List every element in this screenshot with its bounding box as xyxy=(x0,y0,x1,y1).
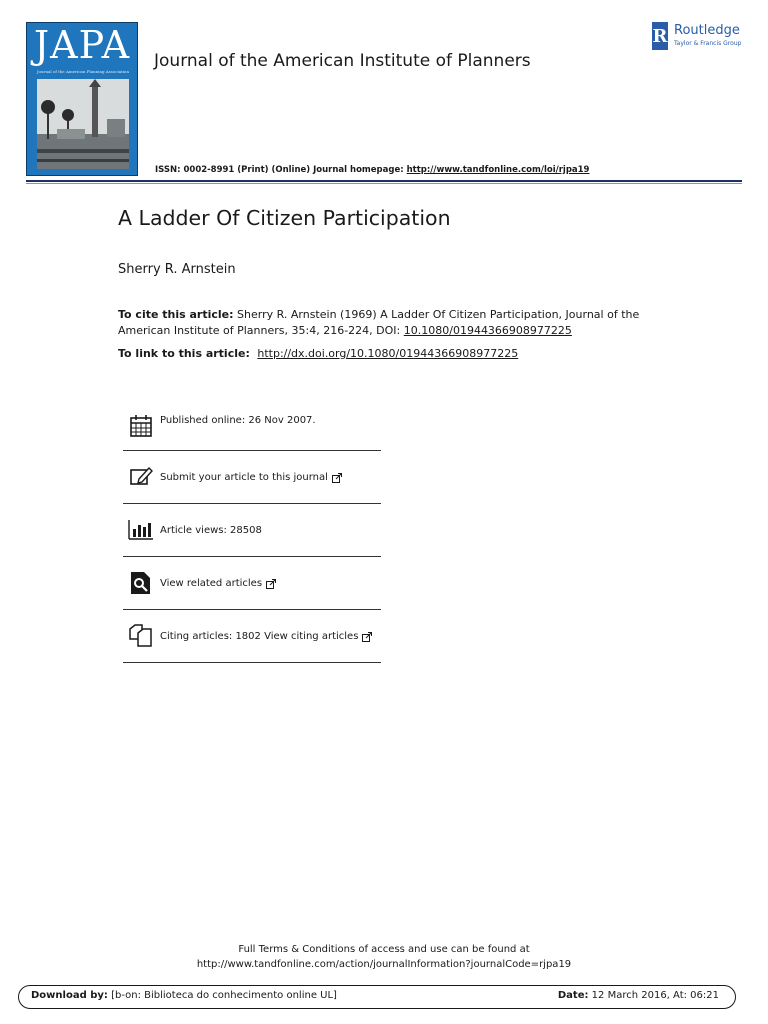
link-label: To link to this article: xyxy=(118,347,250,360)
terms-url[interactable]: http://www.tandfonline.com/action/journalInformation?journalCode=rjpa19 xyxy=(196,959,572,970)
cite-label: To cite this article: xyxy=(118,308,234,321)
citation-block xyxy=(118,307,658,339)
search-document-icon xyxy=(127,569,155,597)
journal-cover xyxy=(26,22,138,176)
bar-chart-icon xyxy=(127,516,155,544)
list-item-submit[interactable] xyxy=(123,451,381,504)
header-rule xyxy=(26,180,742,182)
cite-doi-link[interactable]: 10.1080/01944366908977225 xyxy=(403,324,572,337)
cover-title: JAPA xyxy=(33,23,131,67)
issn-text: ISSN: 0002-8991 (Print) (Online) Journal homepage: xyxy=(155,165,404,175)
cover-photo xyxy=(37,79,129,169)
list-item-citing[interactable] xyxy=(123,610,381,663)
article-author: Sherry R. Arnstein xyxy=(118,262,236,277)
download-footer xyxy=(18,985,736,1009)
submit-article-link[interactable]: Submit your article to this journal xyxy=(160,471,328,483)
edit-icon xyxy=(127,463,155,491)
view-related-link[interactable]: View related articles xyxy=(160,577,263,589)
routledge-r-icon xyxy=(652,22,668,50)
download-label: Download by: xyxy=(31,990,108,1001)
issn-line xyxy=(155,165,589,175)
published-online-text: Published online: 26 Nov 2007. xyxy=(160,415,316,426)
external-link-icon xyxy=(362,627,372,646)
article-link-block xyxy=(118,347,518,360)
journal-homepage-link[interactable]: http://www.tandfonline.com/loi/rjpa19 xyxy=(406,165,590,175)
calendar-icon xyxy=(127,412,155,440)
external-link-icon xyxy=(266,574,276,593)
terms-notice xyxy=(0,942,768,972)
cover-subtitle: Journal of the American Planning Association xyxy=(36,69,130,74)
cite-text: Sherry R. Arnstein (1969) A Ladder Of Citizen Participation, Journal of the American Institute of Planners, 35:4, 216-224, DOI: xyxy=(118,308,640,337)
citing-articles-link[interactable]: Citing articles: 1802 View citing articles xyxy=(160,630,359,642)
download-date xyxy=(558,990,719,1001)
download-value: [b-on: Biblioteca do conhecimento online UL] xyxy=(111,990,337,1001)
list-item-related[interactable] xyxy=(123,557,381,610)
terms-line-1: Full Terms & Conditions of access and use can be found at xyxy=(238,944,530,955)
publisher-logo xyxy=(652,22,748,52)
list-item-published xyxy=(123,404,381,451)
journal-title: Journal of the American Institute of Planners xyxy=(154,51,531,71)
svg-text:R: R xyxy=(652,26,668,47)
date-label: Date: xyxy=(557,990,589,1001)
copy-documents-icon xyxy=(127,622,155,650)
list-item-views xyxy=(123,504,381,557)
header-rule-thin xyxy=(26,183,742,184)
article-views-text: Article views: 28508 xyxy=(160,524,262,536)
article-info-list xyxy=(123,404,381,663)
external-link-icon xyxy=(332,468,342,487)
publisher-name: Routledge xyxy=(674,23,740,38)
article-doi-link[interactable]: http://dx.doi.org/10.1080/01944366908977225 xyxy=(257,347,519,360)
download-by xyxy=(31,990,337,1001)
date-value: 12 March 2016, At: 06:21 xyxy=(591,990,719,1001)
publisher-subtitle: Taylor & Francis Group xyxy=(674,40,742,47)
article-title: A Ladder Of Citizen Participation xyxy=(118,206,451,230)
